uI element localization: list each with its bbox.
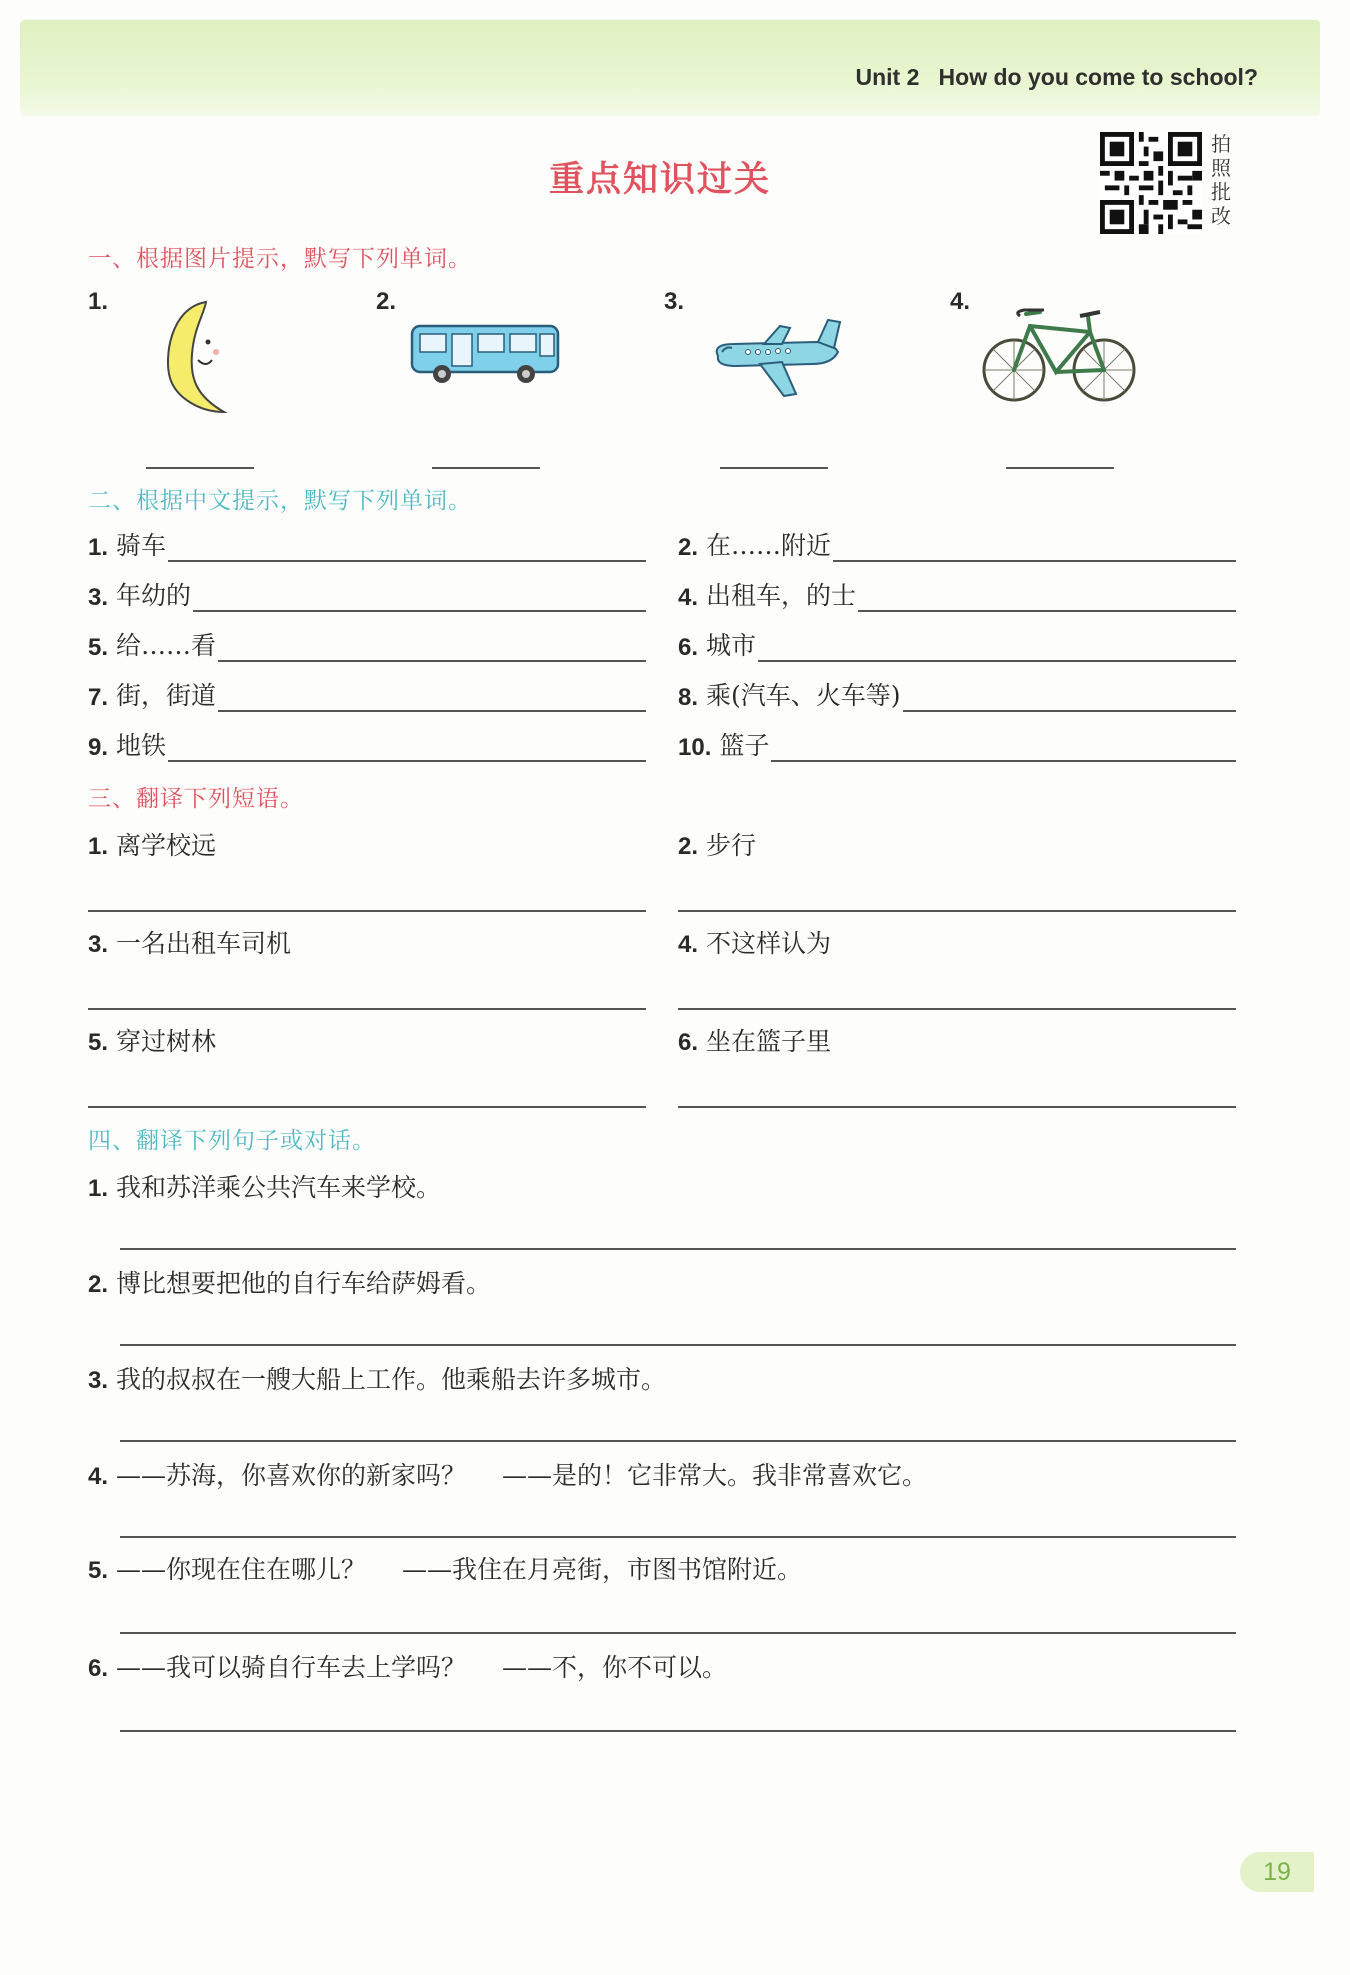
answer-line[interactable]	[146, 467, 254, 469]
item-number: 3.	[664, 288, 685, 315]
item-number: 4.	[678, 931, 699, 958]
item-number: 9.	[88, 734, 109, 761]
answer-line[interactable]	[120, 1344, 1236, 1346]
answer-line[interactable]	[120, 1248, 1236, 1250]
phrase-item	[678, 826, 756, 862]
answer-line[interactable]	[1006, 467, 1114, 469]
answer-line[interactable]	[218, 632, 646, 662]
dialogue-question: ——你现在住在哪儿？	[116, 1555, 367, 1584]
dialogue-item	[88, 1648, 727, 1684]
answer-line[interactable]	[678, 910, 1236, 912]
answer-line[interactable]	[678, 1008, 1236, 1010]
item-prompt: 我的叔叔在一艘大船上工作。他乘船去许多城市。	[116, 1365, 667, 1394]
item-prompt: 给……看	[116, 631, 217, 660]
item-number: 1.	[88, 534, 109, 561]
answer-line[interactable]	[833, 532, 1236, 562]
item-prompt: 博比想要把他的自行车给萨姆看。	[116, 1269, 492, 1298]
item-number: 10.	[678, 734, 712, 761]
fill-item	[678, 678, 1236, 712]
dialogue-item	[88, 1550, 802, 1586]
phrase-item	[678, 1022, 831, 1058]
item-number: 8.	[678, 684, 699, 711]
answer-line[interactable]	[678, 1106, 1236, 1108]
dialogue-question: ——苏海，你喜欢你的新家吗？	[116, 1461, 467, 1490]
answer-line[interactable]	[432, 467, 540, 469]
dialogue-answer: ——我住在月亮街，市图书馆附近。	[402, 1555, 803, 1584]
qr-label-char: 拍	[1211, 132, 1231, 156]
answer-line[interactable]	[758, 632, 1236, 662]
dialogue-answer: ——是的！它非常大。我非常喜欢它。	[502, 1461, 928, 1490]
dialogue-question: ——我可以骑自行车去上学吗？	[116, 1653, 467, 1682]
answer-line[interactable]	[120, 1632, 1236, 1634]
answer-line[interactable]	[771, 732, 1236, 762]
item-number: 3.	[88, 1367, 109, 1394]
answer-line[interactable]	[193, 582, 646, 612]
item-number: 1.	[88, 288, 109, 315]
item-number: 2.	[678, 534, 699, 561]
phrase-item	[678, 924, 831, 960]
fill-item	[678, 578, 1236, 612]
item-prompt: 街，街道	[116, 681, 217, 710]
answer-line[interactable]	[120, 1536, 1236, 1538]
item-number: 6.	[678, 634, 699, 661]
fill-item	[88, 678, 646, 712]
answer-line[interactable]	[168, 732, 646, 762]
section1-title: 一、根据图片提示，默写下列单词。	[88, 246, 472, 272]
qr-label-char: 批	[1211, 180, 1231, 204]
item-prompt: 步行	[706, 831, 757, 860]
item-prompt: 篮子	[719, 731, 770, 760]
item-prompt: 穿过树林	[116, 1027, 217, 1056]
fill-item	[678, 628, 1236, 662]
item-prompt: 乘(汽车、火车等)	[706, 681, 901, 710]
bicycle-icon	[980, 298, 1140, 406]
answer-line[interactable]	[720, 467, 828, 469]
dialogue-answer: ——不，你不可以。	[502, 1653, 728, 1682]
fill-item	[678, 528, 1236, 562]
fill-item	[88, 728, 646, 762]
item-number: 4.	[88, 1463, 109, 1490]
phrase-item	[88, 826, 216, 862]
item-number: 2.	[88, 1271, 109, 1298]
qr-label	[1208, 132, 1234, 228]
item-number: 6.	[88, 1655, 109, 1682]
unit-title: Unit 2 How do you come to school?	[855, 64, 1258, 90]
fill-item	[88, 578, 646, 612]
item-prompt: 在……附近	[706, 531, 832, 560]
sentence-item	[88, 1264, 491, 1300]
answer-line[interactable]	[88, 1008, 646, 1010]
item-number: 3.	[88, 584, 109, 611]
section3-title: 三、翻译下列短语。	[88, 786, 304, 812]
fill-item	[678, 728, 1236, 762]
item-number: 3.	[88, 931, 109, 958]
item-number: 5.	[88, 634, 109, 661]
section4-title: 四、翻译下列句子或对话。	[88, 1128, 376, 1154]
item-number: 2.	[376, 288, 397, 315]
section2-title: 二、根据中文提示，默写下列单词。	[88, 488, 472, 514]
item-prompt: 年幼的	[116, 581, 192, 610]
item-number: 4.	[678, 584, 699, 611]
item-number: 6.	[678, 1029, 699, 1056]
answer-line[interactable]	[88, 1106, 646, 1108]
item-number: 1.	[88, 1175, 109, 1202]
item-number: 5.	[88, 1029, 109, 1056]
qr-code-icon[interactable]	[1100, 132, 1202, 234]
answer-line[interactable]	[120, 1440, 1236, 1442]
item-prompt: 不这样认为	[706, 929, 832, 958]
qr-label-char: 改	[1211, 204, 1231, 228]
qr-label-char: 照	[1211, 156, 1231, 180]
page-number: 19	[1240, 1852, 1314, 1892]
item-prompt: 城市	[706, 631, 757, 660]
fill-item	[88, 628, 646, 662]
item-number: 7.	[88, 684, 109, 711]
answer-line[interactable]	[903, 682, 1236, 712]
answer-line[interactable]	[218, 682, 646, 712]
fill-item	[88, 528, 646, 562]
phrase-item	[88, 924, 291, 960]
bus-icon	[408, 322, 564, 388]
answer-line[interactable]	[120, 1730, 1236, 1732]
answer-line[interactable]	[168, 532, 646, 562]
answer-line[interactable]	[88, 910, 646, 912]
dialogue-item	[88, 1456, 927, 1492]
item-prompt: 坐在篮子里	[706, 1027, 832, 1056]
item-number: 5.	[88, 1557, 109, 1584]
item-prompt: 离学校远	[116, 831, 217, 860]
item-prompt: 出租车，的士	[706, 581, 857, 610]
item-prompt: 一名出租车司机	[116, 929, 292, 958]
answer-line[interactable]	[858, 582, 1236, 612]
sentence-item	[88, 1360, 666, 1396]
item-prompt: 地铁	[116, 731, 167, 760]
page-title: 重点知识过关	[548, 160, 771, 200]
item-prompt: 我和苏洋乘公共汽车来学校。	[116, 1173, 442, 1202]
sentence-item	[88, 1168, 441, 1204]
item-number: 2.	[678, 833, 699, 860]
plane-icon	[700, 312, 846, 402]
phrase-item	[88, 1022, 216, 1058]
item-number: 1.	[88, 833, 109, 860]
item-number: 4.	[950, 288, 971, 315]
moon-icon	[160, 298, 232, 416]
item-prompt: 骑车	[116, 531, 167, 560]
